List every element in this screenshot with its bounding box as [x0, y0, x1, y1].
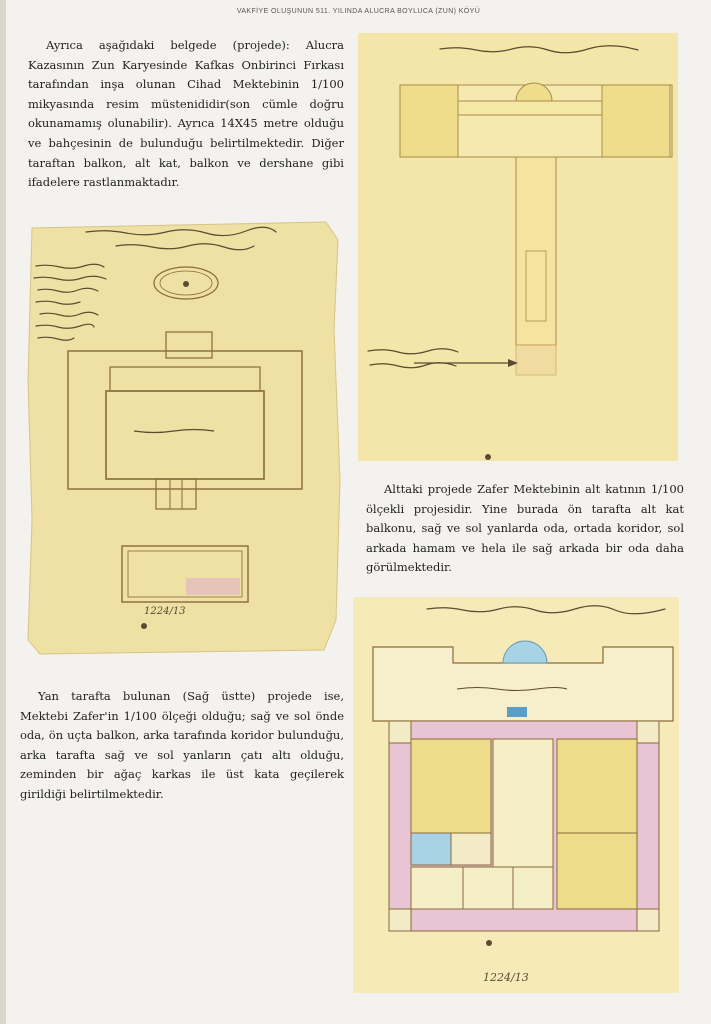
doc1-date: 1224/13: [144, 606, 186, 617]
paragraph-zafer-alt-kat: Alttaki projede Zafer Mektebinin alt katının 1/100 ölçekli projesidir. Yine burada ön tarafta alt kat balkonu, sağ ve sol yanlarda oda, ortada koridor, sol arkada hamam ve hela ile sağ arkada bir oda daha görülmektedir.: [366, 482, 684, 575]
page-header: VAKFİYE OLUŞUNUN 511. YILINDA ALUCRA BOYLUCA (ZUN) KÖYÜ: [236, 8, 481, 15]
mektebi-zafer-section-document: [358, 33, 678, 461]
book-page: [6, 0, 711, 1024]
paragraph-zafer-olcek: Yan tarafta bulunan (Sağ üstte) projede ise, Mektebi Zafer'in 1/100 ölçeği olduğu; sağ ve sol önde oda, ön uçta balkon, arka tarafında koridor bulunduğu, arka tarafta sağ ve sol yanların çatı altı olduğu, zeminden bir ağaç karkas ile üst kata geçilerek girildiği belirtilmektedir.: [20, 689, 344, 801]
paragraph-cihad-mektebi: Ayrıca aşağıdaki belgede (projede): Alucra Kazasının Zun Karyesinde Kafkas Onbirinci Fırkası tarafından inşa olunan Cihad Mektebinin 1/100 mikyasında resim müstenididir(son cümle doğru okunamamış olunabilir). Ayrıca 14X45 metre olduğu ve bahçesinin de bulunduğu belirtilmektedir. Diğer taraftan balkon, alt kat, balkon ve dershane gibi ifadelere rastlanmaktadır.: [28, 38, 344, 190]
cihad-mektebi-plan-document: [26, 220, 342, 656]
zafer-mektebi-floor-plan-document: [353, 597, 679, 993]
doc3-date: 1224/13: [483, 971, 529, 984]
